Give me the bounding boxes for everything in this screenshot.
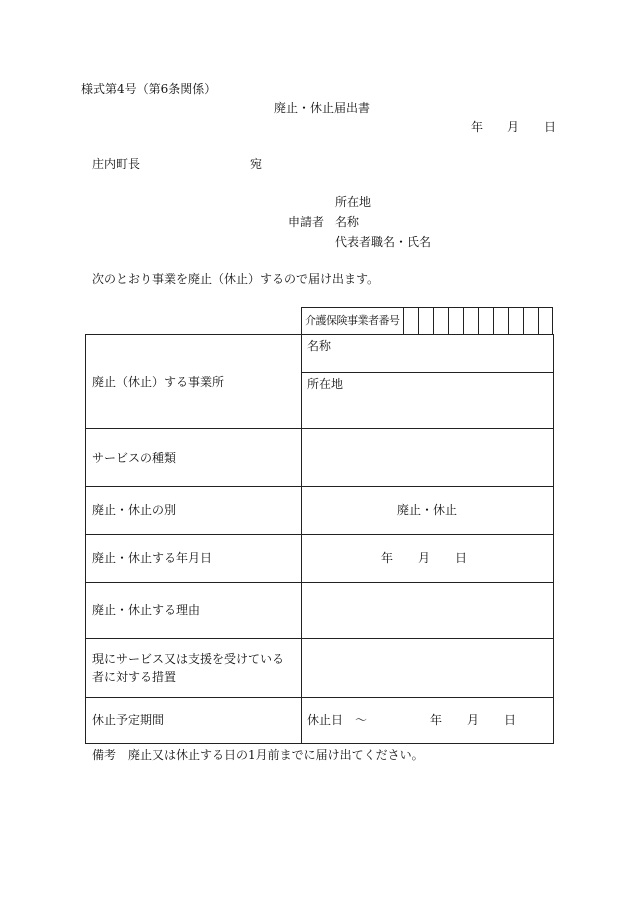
office-name-label: 名称 <box>307 339 332 353</box>
addressee-suffix: 宛 <box>250 157 263 171</box>
row-divider <box>301 372 554 373</box>
digit-divider <box>493 307 494 335</box>
digit-divider <box>433 307 434 335</box>
applicant-rep-label: 代表者職名・氏名 <box>335 235 432 249</box>
digit-divider <box>403 307 404 335</box>
abolish-date-month: 月 <box>418 551 431 565</box>
abolish-date-year: 年 <box>381 551 394 565</box>
period-month: 月 <box>467 713 480 727</box>
digit-divider <box>418 307 419 335</box>
digit-divider <box>508 307 509 335</box>
digit-divider <box>463 307 464 335</box>
provider-number-label: 介護保険事業者番号 <box>305 314 400 327</box>
applicant-name-label: 名称 <box>335 215 360 229</box>
abolish-date-label: 廃止・休止する年月日 <box>92 551 213 565</box>
digit-divider <box>478 307 479 335</box>
period-year: 年 <box>430 713 443 727</box>
distinction-value: 廃止・休止 <box>397 503 458 517</box>
note-text: 備考 廃止又は休止する日の1月前までに届け出てください。 <box>92 748 424 762</box>
office-address-label: 所在地 <box>307 377 344 391</box>
row-divider <box>85 697 554 698</box>
office-label: 廃止（休止）する事業所 <box>92 375 225 389</box>
addressee-name: 庄内町長 <box>92 157 141 171</box>
row-divider <box>85 638 554 639</box>
service-type-label: サービスの種類 <box>92 451 177 465</box>
period-label: 休止予定期間 <box>92 713 165 727</box>
row-divider <box>85 486 554 487</box>
abolish-date-day: 日 <box>455 551 468 565</box>
period-start: 休止日 ～ <box>307 713 368 727</box>
measures-label-line1: 現にサービス又は支援を受けている <box>92 652 285 666</box>
date-day: 日 <box>544 120 557 134</box>
row-divider <box>85 534 554 535</box>
row-divider <box>85 582 554 583</box>
date-month: 月 <box>507 120 520 134</box>
period-day: 日 <box>504 713 517 727</box>
distinction-label: 廃止・休止の別 <box>92 503 177 517</box>
reason-label: 廃止・休止する理由 <box>92 603 201 617</box>
date-year: 年 <box>471 120 484 134</box>
column-divider <box>301 334 302 744</box>
digit-divider <box>448 307 449 335</box>
form-number: 様式第4号（第6条関係） <box>81 82 217 96</box>
applicant-address-label: 所在地 <box>335 195 372 209</box>
applicant-role: 申請者 <box>288 215 325 229</box>
page-title: 廃止・休止届出書 <box>274 101 371 115</box>
digit-divider <box>538 307 539 335</box>
row-divider <box>85 428 554 429</box>
intro-text: 次のとおり事業を廃止（休止）するので届け出ます。 <box>92 272 380 286</box>
measures-label-line2: 者に対する措置 <box>92 670 177 684</box>
digit-divider <box>523 307 524 335</box>
